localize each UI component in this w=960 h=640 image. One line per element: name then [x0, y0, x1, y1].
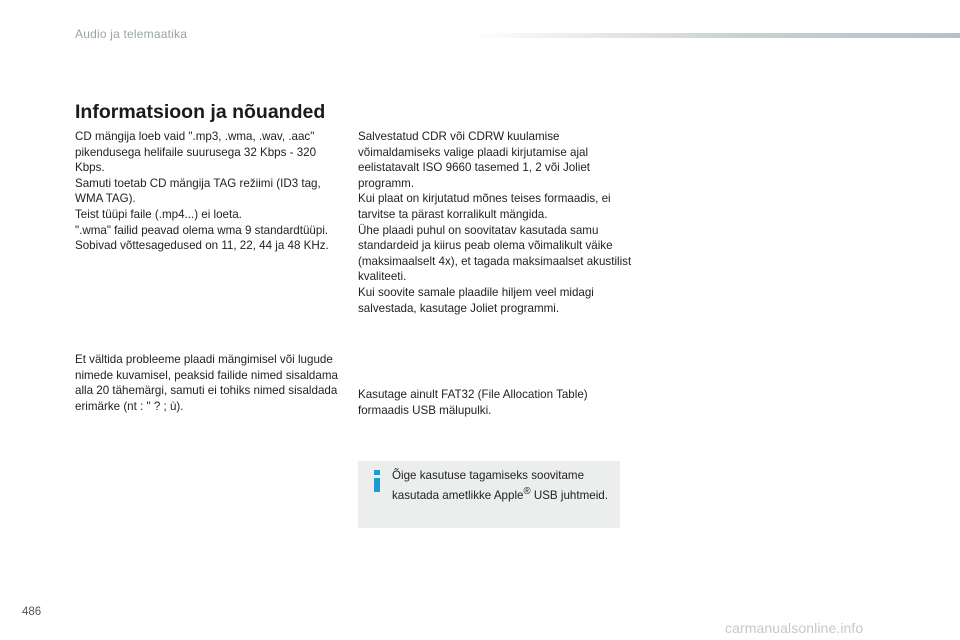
header-section-label: Audio ja telemaatika: [75, 27, 188, 41]
info-note-text: [392, 468, 612, 503]
right-column-paragraph-1: Salvestatud CDR või CDRW kuulamise võimaldamiseks valige plaadi kirjutamise ajal eelistatavalt ISO 9660 tasemed 1, 2 või Joliet programm. Kui plaat on kirjutatud mõnes teises formaadis, ei tarvitse ta pärast korralikult mängida. Ühe plaadi puhul on soovitatav kasutada samu standardeid ja kiirus peab olema võimalikult väike (maksimaalselt 4x), et tagada maksimaalset akustilist kvaliteeti. Kui soovite samale plaadile hiljem veel midagi salvestada, kasutage Joliet programmi.: [358, 130, 632, 315]
info-text-main: Õige kasutuse tagamiseks soovitame kasutada ametlikke Apple: [392, 469, 585, 502]
page-number: 486: [22, 606, 42, 618]
info-i-icon: [371, 470, 383, 492]
info-note-box: [358, 461, 620, 528]
info-text-end: USB juhtmeid.: [530, 488, 608, 502]
right-column-paragraph-2: Kasutage ainult FAT32 (File Allocation Table) formaadis USB mälupulki.: [358, 388, 588, 417]
left-column-paragraph-1: CD mängija loeb vaid ".mp3, .wma, .wav, .aac" pikendusega helifaile suurusega 32 Kbps - 320 Kbps. Samuti toetab CD mängija TAG režiimi (ID3 tag, WMA TAG). Teist tüüpi faile (.mp4...) ei loeta. ".wma" failid peavad olema wma 9 standardtüüpi. Sobivad võttesagedused on 11, 22, 44 ja 48 KHz.: [75, 130, 329, 253]
header-divider-line: [470, 33, 960, 38]
watermark-text: carmanualsonline.info: [725, 620, 864, 636]
registered-mark: ®: [523, 485, 531, 497]
left-column-paragraph-2: Et vältida probleeme plaadi mängimisel või lugude nimede kuvamisel, peaksid failide nimed sisaldama alla 20 tähemärgi, samuti ei tohiks nimed sisaldada erimärke (nt : " ? ; ù).: [75, 353, 338, 413]
page-title: Informatsioon ja nõuanded: [75, 101, 326, 123]
